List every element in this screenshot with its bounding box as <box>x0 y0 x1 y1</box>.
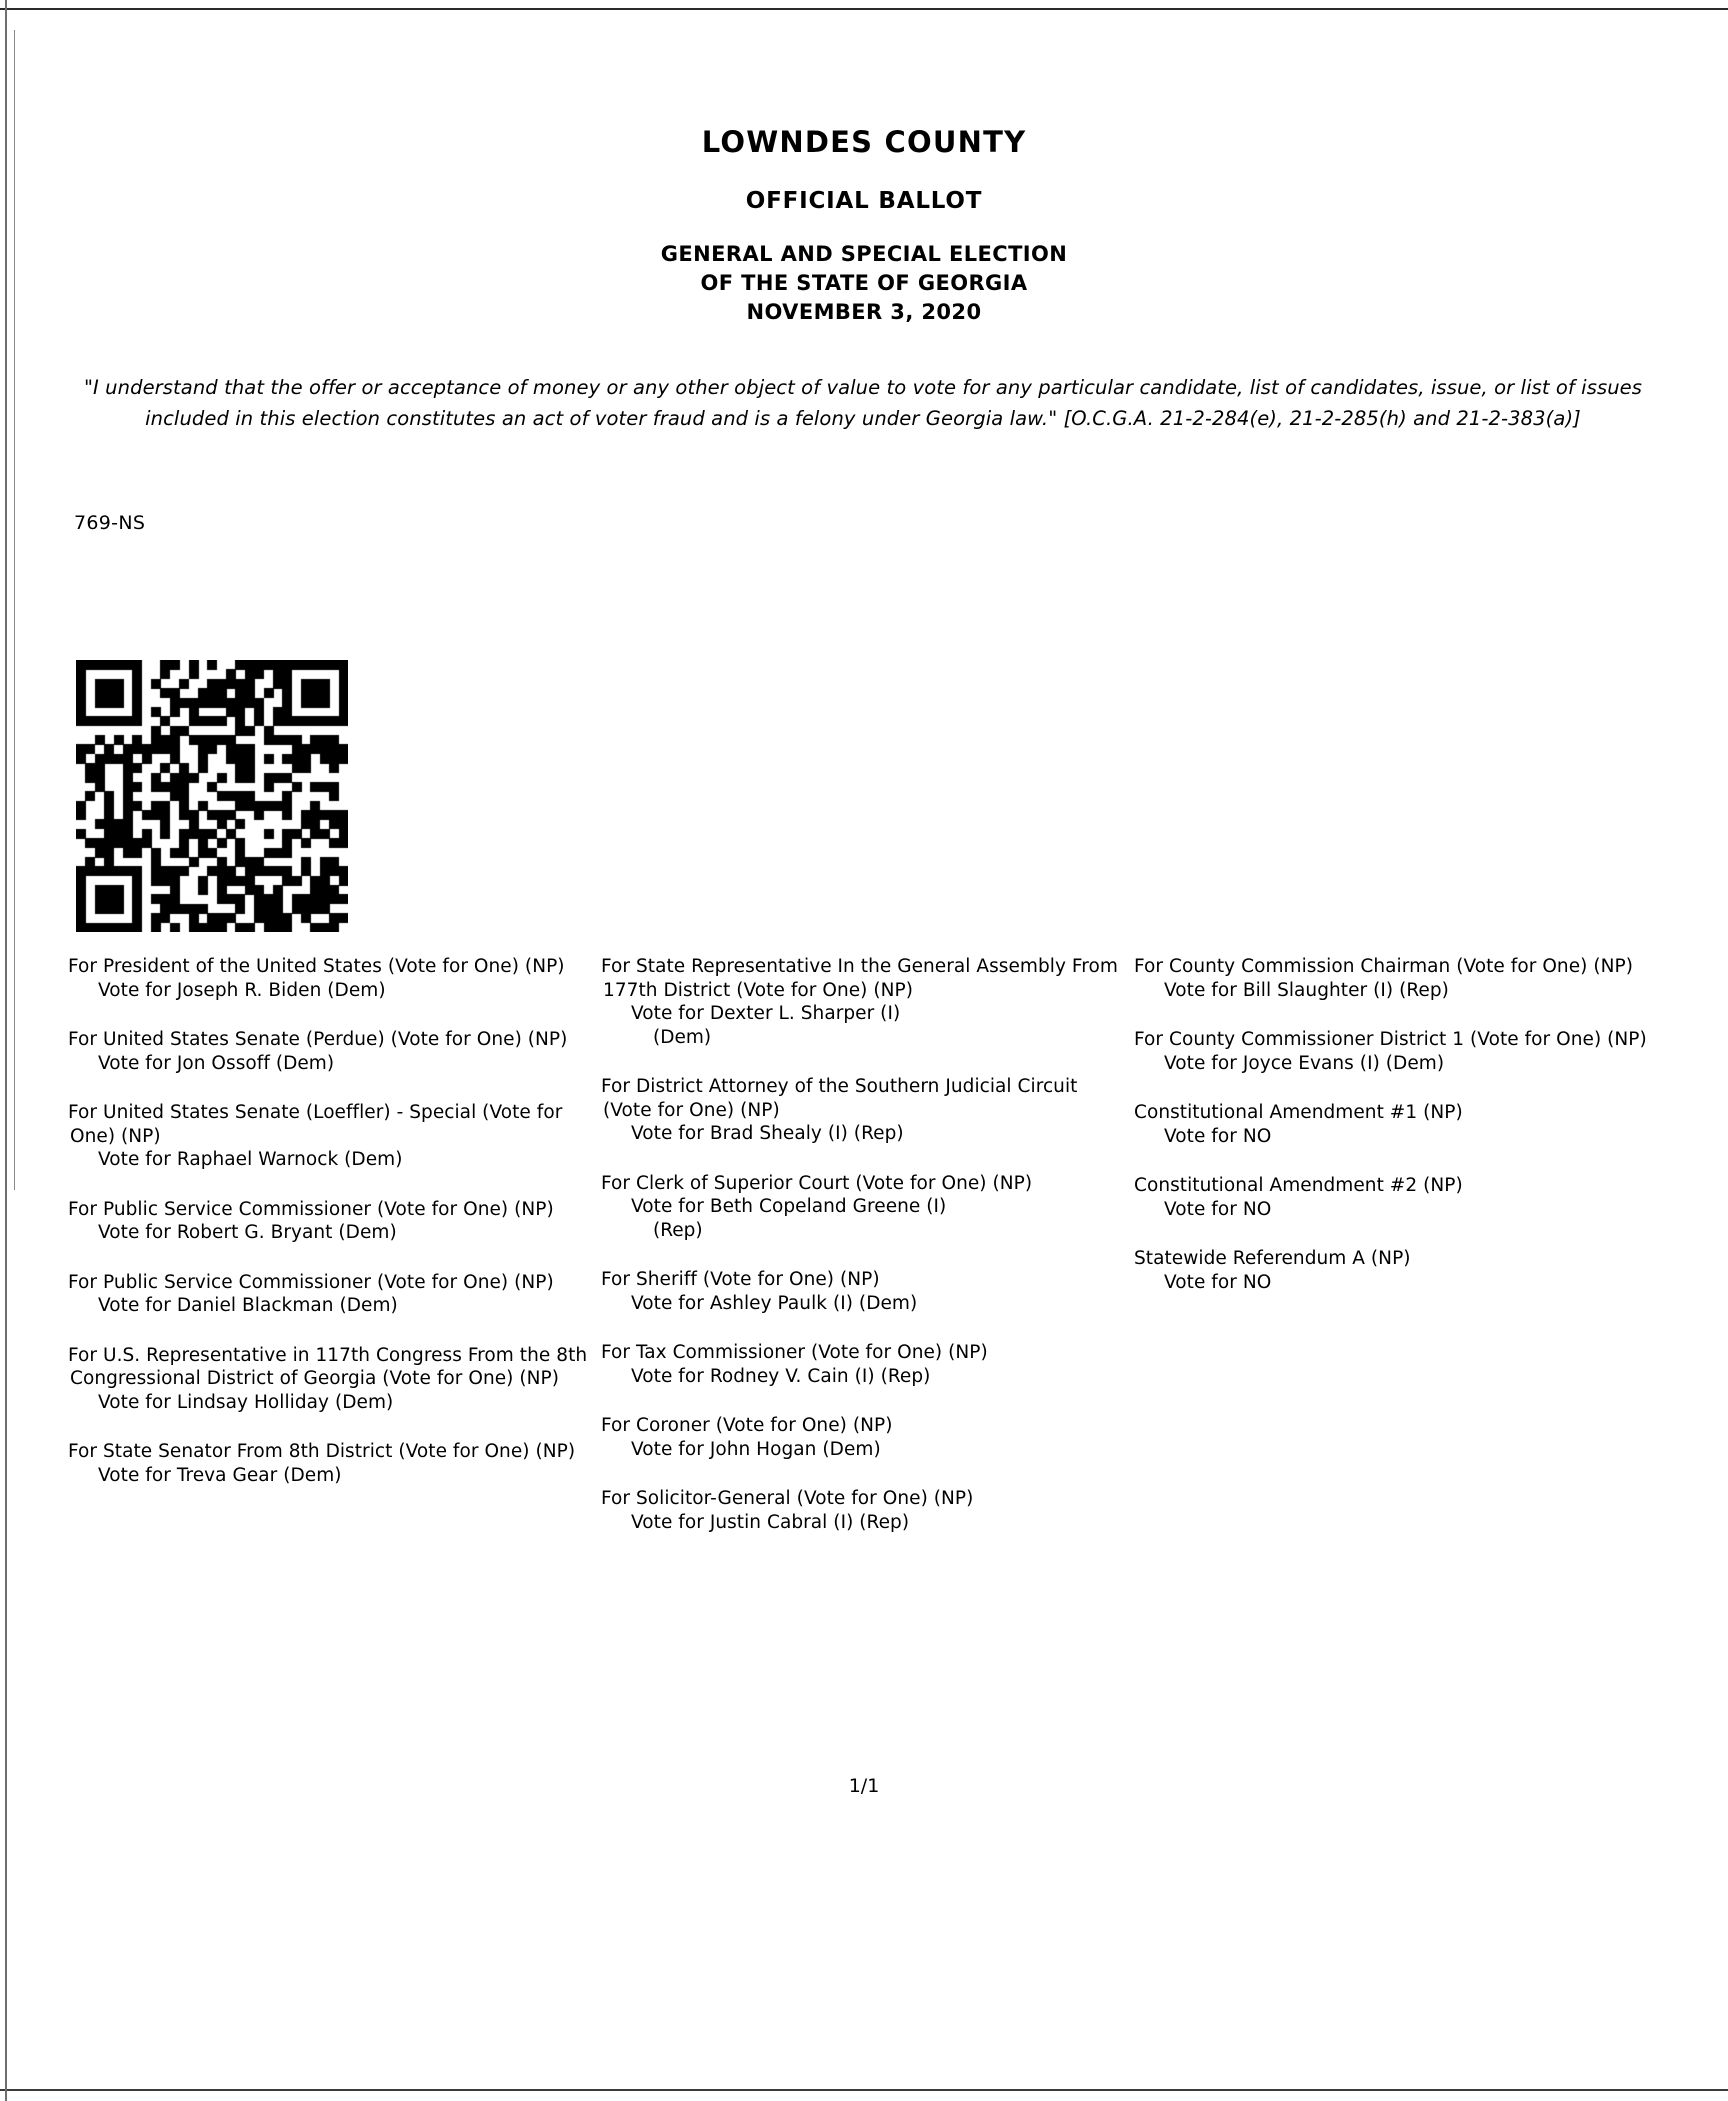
contest <box>70 1028 591 1075</box>
contest-selection: Vote for Lindsay Holliday (Dem) <box>98 1391 394 1413</box>
contest <box>1136 1101 1657 1148</box>
contest <box>1136 1174 1657 1221</box>
contest-selection: Vote for Beth Copeland Greene (I) <box>631 1196 947 1217</box>
contest-selection-continued: (Dem) <box>653 1026 712 1048</box>
contest-selection: Vote for Joyce Evans (I) (Dem) <box>1164 1052 1445 1074</box>
contest-selection: Vote for Robert G. Bryant (Dem) <box>98 1222 397 1243</box>
contest <box>603 1487 1124 1534</box>
contest-selection: Vote for Bill Slaughter (I) (Rep) <box>1164 979 1449 1001</box>
contest-selection: Vote for Brad Shealy (I) (Rep) <box>631 1123 904 1144</box>
contest <box>70 1101 591 1172</box>
contest <box>70 1440 591 1487</box>
contest-selection: Vote for Daniel Blackman (Dem) <box>98 1295 398 1316</box>
contest-title: For Tax Commissioner (Vote for One) (NP) <box>601 1342 988 1363</box>
contest-selection: Vote for Rodney V. Cain (I) (Rep) <box>631 1365 931 1387</box>
ballot-style-id: 769-NS <box>74 512 146 534</box>
contest <box>603 1414 1124 1461</box>
contest-column-1 <box>70 955 603 1560</box>
contest <box>603 1341 1124 1388</box>
contest <box>70 955 591 1002</box>
contest-title: For Sheriff (Vote for One) (NP) <box>601 1269 880 1290</box>
contest-selection: Vote for Dexter L. Sharper (I) <box>631 1003 901 1024</box>
contest-title: For County Commissioner District 1 (Vote for One) (NP) <box>1134 1029 1647 1050</box>
election-name-line2: OF THE STATE OF GEORGIA <box>700 271 1028 295</box>
contest <box>1136 955 1657 1002</box>
contest <box>1136 1247 1657 1294</box>
contest <box>70 1271 591 1318</box>
contest-selection: Vote for Justin Cabral (I) (Rep) <box>631 1511 910 1533</box>
contest-selection: Vote for NO <box>1164 1271 1272 1293</box>
contest-title: For District Attorney of the Southern Judicial Circuit (Vote for One) (NP) <box>601 1076 1078 1121</box>
contest-selection: Vote for Raphael Warnock (Dem) <box>98 1149 403 1170</box>
contest-selection: Vote for Treva Gear (Dem) <box>98 1464 342 1486</box>
contest-title: Statewide Referendum A (NP) <box>1134 1248 1411 1269</box>
page-number: 1/1 <box>848 1775 880 1797</box>
contest <box>603 1172 1124 1243</box>
qr-code-icon <box>76 660 348 932</box>
contest-selection: Vote for Ashley Paulk (I) (Dem) <box>631 1292 918 1314</box>
contest-title: For United States Senate (Loeffler) - Special (Vote for One) (NP) <box>68 1102 563 1147</box>
contest-title: For Public Service Commissioner (Vote for One) (NP) <box>68 1198 554 1220</box>
contest-selection: Vote for NO <box>1164 1125 1272 1147</box>
contest-title: Constitutional Amendment #2 (NP) <box>1134 1175 1463 1196</box>
ballot-type-label: OFFICIAL BALLOT <box>745 188 983 214</box>
contest-title: For Public Service Commissioner (Vote for One) (NP) <box>68 1271 554 1293</box>
contest-selection: Vote for Jon Ossoff (Dem) <box>98 1052 335 1074</box>
page-title: LOWNDES COUNTY <box>701 125 1027 159</box>
contest <box>603 1268 1124 1315</box>
contest-title: For President of the United States (Vote for One) (NP) <box>68 956 565 977</box>
contest <box>603 955 1124 1049</box>
contest-selection: Vote for NO <box>1164 1198 1272 1220</box>
contest <box>1136 1028 1657 1075</box>
contest-title: For Solicitor-General (Vote for One) (NP) <box>601 1488 974 1509</box>
contest <box>70 1344 591 1415</box>
contest-column-2 <box>603 955 1136 1560</box>
contest-columns <box>70 955 1670 1560</box>
contest-title: For State Senator From 8th District (Vote for One) (NP) <box>68 1441 576 1462</box>
contest-selection: Vote for John Hogan (Dem) <box>631 1438 881 1460</box>
contest-title: For Coroner (Vote for One) (NP) <box>601 1415 893 1436</box>
contest-title: For State Representative In the General Assembly From 177th District (Vote for One) (NP) <box>601 956 1118 1001</box>
contest-title: For County Commission Chairman (Vote for One) (NP) <box>1134 956 1633 977</box>
contest-selection: Vote for Joseph R. Biden (Dem) <box>98 979 386 1001</box>
contest-title: For United States Senate (Perdue) (Vote for One) (NP) <box>68 1029 568 1050</box>
election-name-line1: GENERAL AND SPECIAL ELECTION <box>660 242 1068 266</box>
contest-title: For U.S. Representative in 117th Congress From the 8th Congressional District of Georgia (Vote for One) (NP) <box>68 1344 588 1389</box>
voter-fraud-oath-text: "I understand that the offer or acceptance of money or any other object of value to vote for any particular candidate, list of candidates, issue, or list of issues included in this election constitutes an act of voter fraud and is a felony under Georgia law." [O.C.G.A. 21-2-284(e), 21-2-285(h) and 21-2-383(a)] <box>83 376 1643 430</box>
contest <box>70 1198 591 1245</box>
election-date: NOVEMBER 3, 2020 <box>746 300 982 324</box>
contest-title: Constitutional Amendment #1 (NP) <box>1134 1102 1463 1123</box>
contest <box>603 1075 1124 1146</box>
contest-title: For Clerk of Superior Court (Vote for One) (NP) <box>601 1172 1033 1194</box>
election-heading <box>0 240 1728 327</box>
contest-column-3 <box>1136 955 1669 1560</box>
contest-selection-continued: (Rep) <box>653 1219 703 1241</box>
